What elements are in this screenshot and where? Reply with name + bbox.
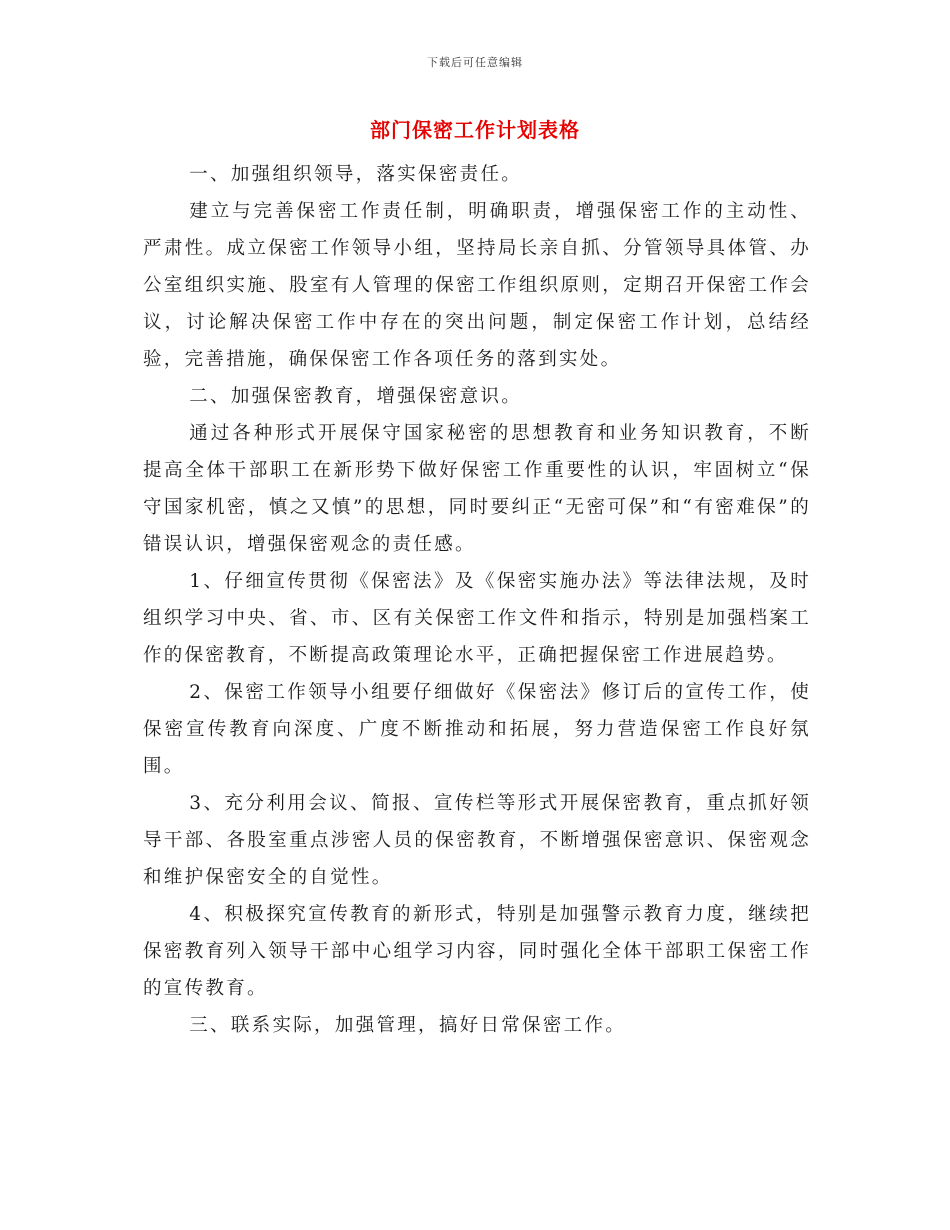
paragraph: 通过各种形式开展保守国家秘密的思想教育和业务知识教育，不断提高全体干部职工在新形势下做好保密工作重要性的认识，牢固树立“保守国家机密，慎之又慎”的思想，同时要纠正“无密可保”和“有密难保”的错误认识，增强保密观念的责任感。 [143,423,811,555]
paragraph: 建立与完善保密工作责任制，明确职责，增强保密工作的主动性、严肃性。成立保密工作领导小组，坚持局长亲自抓、分管领导具体管、办公室组织实施、股室有人管理的保密工作组织原则，定期召开保密工作会议，讨论解决保密工作中存在的突出问题，制定保密工作计划，总结经验，完善措施，确保保密工作各项任务的落到实处。 [143,201,811,370]
section-heading-1: 一、加强组织领导，落实保密责任。 [189,164,523,185]
list-item-3: 3、充分利用会议、简报、宣传栏等形式开展保密教育，重点抓好领导干部、各股室重点涉密人员的保密教育，不断增强保密意识、保密观念和维护保密安全的自觉性。 [143,793,811,888]
section-heading-3: 三、联系实际，加强管理，搞好日常保密工作。 [189,1015,627,1036]
section-heading-2: 二、加强保密教育，增强保密意识。 [189,386,523,407]
list-item-2: 2、保密工作领导小组要仔细做好《保密法》修订后的宣传工作，使保密宣传教育向深度、广度不断推动和拓展，努力营造保密工作良好氛围。 [143,682,811,777]
document-title: 部门保密工作计划表格 [370,118,580,142]
header-note: 下载后可任意编辑 [427,56,523,69]
list-item-4: 4、积极探究宣传教育的新形式，特别是加强警示教育力度，继续把保密教育列入领导干部中心组学习内容，同时强化全体干部职工保密工作的宣传教育。 [143,904,811,999]
list-item-1: 1、仔细宣传贯彻《保密法》及《保密实施办法》等法律法规，及时组织学习中央、省、市、区有关保密工作文件和指示，特别是加强档案工作的保密教育，不断提高政策理论水平，正确把握保密工作进展趋势。 [143,571,811,666]
document-body [143,156,811,1044]
